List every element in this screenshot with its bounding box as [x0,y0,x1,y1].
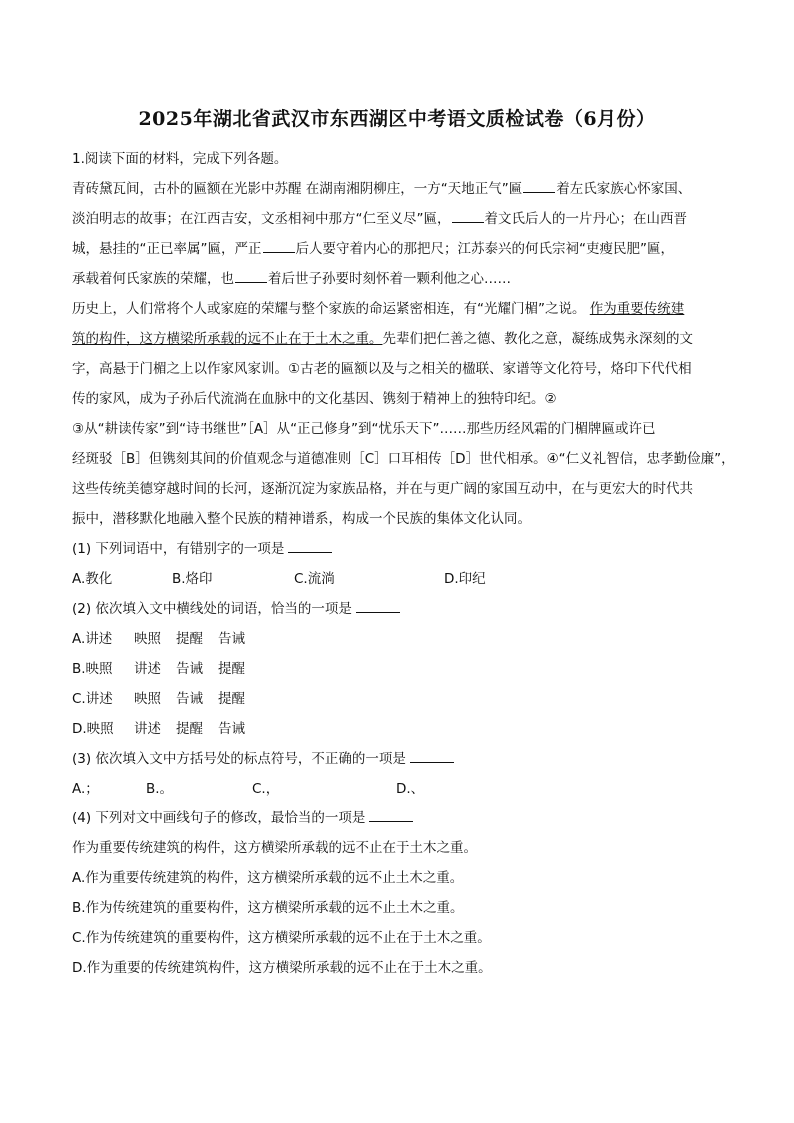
underlined-sentence: 筑的构件，这方横梁所承载的远不止在于土木之重。 [72,331,383,347]
answer-blank [410,748,454,763]
answer-blank [288,538,332,553]
original-sentence: 作为重要传统建筑的构件，这方横梁所承载的远不止在于土木之重。 [72,840,477,856]
fill-blank [452,208,484,223]
passage-line: 承载着何氏家族的荣耀，也 着后世子孙要时刻怀着一颗利他之心…… [72,264,732,294]
fill-blank [263,238,295,253]
answer-blank [369,807,413,822]
question-stem: (1) 下列词语中，有错别字的一项是 [72,534,732,564]
passage-line: 城，悬挂的“正已率属”匾，严正 后人要守着内心的那把尺；江苏泰兴的何氏宗祠“吏瘦民肥”匾， [72,234,732,264]
question-4 [72,804,732,983]
question-1 [72,534,732,594]
answer-blank [356,598,400,613]
option-d: D.作为重要的传统建筑构件，这方横梁所承载的远不止在于土木之重。 [72,960,492,976]
passage-line: ③从“耕读传家”到“诗书继世”［A］从“正己修身”到“忧乐天下”……那些历经风霜的门楣牌匾或许已 [72,421,656,437]
passage-line: 青砖黛瓦间，古朴的匾额在光影中苏醒 在湖南湘阴柳庄，一方“天地正气”匾 着左氏家族心怀家国、 [72,174,732,204]
option-c: C.作为传统建筑的重要构件，这方横梁所承载的远不止在于土木之重。 [72,930,491,946]
option-b: B.。 [146,781,174,797]
fill-blank [523,178,555,193]
option-b: B.烙印 [172,571,213,587]
passage-line: 淡泊明志的故事；在江西吉安，文丞相祠中那方“仁至义尽”匾， 着文氏后人的一片丹心；在山西晋 [72,204,732,234]
question-2 [72,594,732,744]
option-b: B.作为传统建筑的重要构件，这方横梁所承载的远不止土木之重。 [72,900,464,916]
passage-line: 字，高悬于门楣之上以作家风家训。①古老的匾额以及与之相关的楹联、家谱等文化符号，烙印下代代相 [72,361,692,377]
passage-line: 历史上，人们常将个人或家庭的荣耀与整个家族的命运紧密相连，有“光耀门楣”之说。 作为重要传统建 [72,301,685,317]
fill-blank [235,268,267,283]
option-a: A.讲述 映照 提醒 告诫 [72,631,245,647]
passage-line: 这些传统美德穿越时间的长河，逐渐沉淀为家族品格，并在与更广阔的家国互动中，在与更宏大的时代共 [72,481,693,497]
passage-paragraph-1 [72,174,732,294]
question-stem: (3) 依次填入文中方括号处的标点符号，不正确的一项是 [72,744,732,774]
option-a: A.教化 [72,571,113,587]
underlined-sentence: 作为重要传统建 [589,301,685,317]
passage-line: 振中，潜移默化地融入整个民族的精神谱系，构成一个民族的集体文化认同。 [72,511,531,527]
question-3 [72,744,732,804]
passage-paragraph-2 [72,294,735,534]
option-c: C.， [252,781,280,797]
page-title: 2025年湖北省武汉市东西湖区中考语文质检试卷（6月份） [138,108,656,130]
option-c: C.讲述 映照 告诫 提醒 [72,691,245,707]
option-row [72,774,732,804]
question-stem: (2) 依次填入文中横线处的词语，恰当的一项是 [72,594,732,624]
option-a: A.； [72,781,99,797]
question-intro: 1.阅读下面的材料，完成下列各题。 [72,151,288,167]
option-d: D.映照 讲述 提醒 告诫 [72,721,245,737]
passage-line: 经斑驳［B］但镌刻其间的价值观念与道德准则［C］口耳相传［D］世代相承。④“仁义礼智信，忠孝勤俭廉”， [72,451,735,467]
option-row [72,564,732,594]
exam-content [72,144,735,983]
passage-line: 筑的构件，这方横梁所承载的远不止在于土木之重。先辈们把仁善之德、教化之意，凝练成隽永深刻的文 [72,331,693,347]
option-b: B.映照 讲述 告诫 提醒 [72,661,245,677]
option-d: D.印纪 [444,571,486,587]
question-stem: (4) 下列对文中画线句子的修改，最恰当的一项是 [72,804,732,833]
option-c: C.流淌 [294,571,335,587]
passage-line: 传的家风，成为子孙后代流淌在血脉中的文化基因、镌刻于精神上的独特印纪。② [72,391,557,407]
option-a: A.作为重要传统建筑的构件，这方横梁所承载的远不止土木之重。 [72,870,464,886]
option-d: D.、 [396,781,425,797]
